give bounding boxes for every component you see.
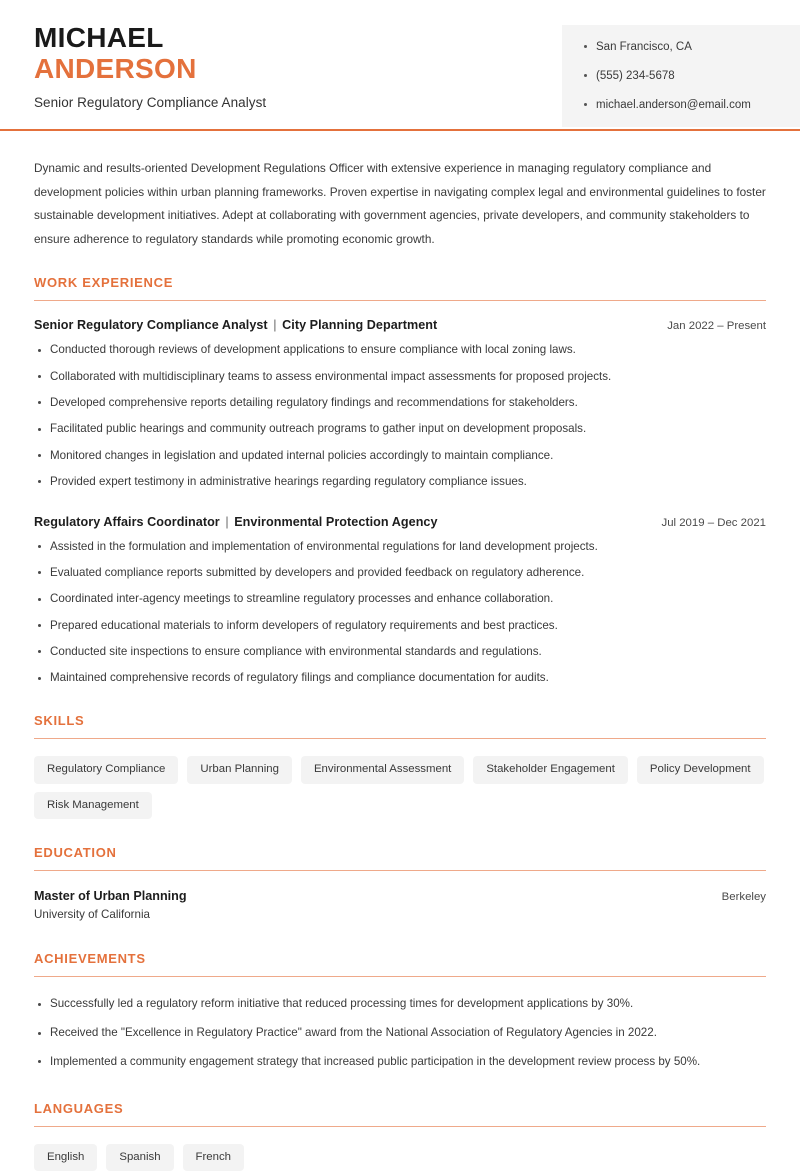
skill-tag: Regulatory Compliance <box>34 756 178 784</box>
section-education <box>34 845 766 921</box>
achievement-item: Implemented a community engagement strategy that increased public participation in the development review process by 50%. <box>34 1054 766 1071</box>
skill-tag: Policy Development <box>637 756 764 784</box>
section-divider <box>34 300 766 301</box>
bullet-item: Facilitated public hearings and community outreach programs to gather input on development proposals. <box>34 421 766 438</box>
contact-phone: (555) 234-5678 <box>584 68 800 84</box>
education-degree: Master of Urban Planning <box>34 889 187 904</box>
contact-info-box <box>562 25 800 127</box>
experience-bullets <box>34 539 766 687</box>
professional-summary: Dynamic and results-oriented Development Regulations Officer with extensive experience in managing regulatory compliance and development policies within urban planning frameworks. Proven expertise in navigating complex legal and environmental guidelines to foster sustainable development initiatives. Adept at collaborating with government agencies, private developers, and community stakeholders to ensure adherence to regulatory standards while promoting economic growth. <box>34 161 766 246</box>
title-separator: | <box>273 318 277 333</box>
languages-tag-list <box>34 1144 766 1171</box>
experience-company: City Planning Department <box>282 318 438 333</box>
skill-tag: Stakeholder Engagement <box>473 756 628 784</box>
contact-location: San Francisco, CA <box>584 39 800 55</box>
bullet-item: Monitored changes in legislation and updated internal policies accordingly to maintain compliance. <box>34 448 766 465</box>
achievements-list <box>34 996 766 1070</box>
resume-body <box>0 157 800 1171</box>
bullet-item: Evaluated compliance reports submitted by developers and provided feedback on regulatory adherence. <box>34 565 766 582</box>
contact-list <box>584 39 800 113</box>
bullet-item: Provided expert testimony in administrative hearings regarding regulatory compliance issues. <box>34 474 766 491</box>
professional-title: Senior Regulatory Compliance Analyst <box>34 94 267 110</box>
skill-tag: Environmental Assessment <box>301 756 464 784</box>
experience-entry-header <box>34 318 766 332</box>
section-skills <box>34 713 766 819</box>
section-divider <box>34 976 766 977</box>
bullet-item: Conducted thorough reviews of development applications to ensure compliance with local zoning laws. <box>34 342 766 359</box>
experience-title-line <box>34 515 438 529</box>
bullet-item: Coordinated inter-agency meetings to streamline regulatory processes and enhance collaboration. <box>34 591 766 608</box>
bullet-item: Developed comprehensive reports detailing regulatory findings and recommendations for stakeholders. <box>34 395 766 412</box>
section-languages <box>34 1101 766 1171</box>
education-main <box>34 889 187 921</box>
experience-bullets <box>34 342 766 490</box>
last-name: ANDERSON <box>34 53 197 85</box>
section-achievements <box>34 951 766 1070</box>
header-identity <box>0 0 562 110</box>
language-tag: Spanish <box>106 1144 173 1171</box>
experience-entry-header <box>34 515 766 529</box>
experience-company: Environmental Protection Agency <box>234 514 438 529</box>
skills-tag-list <box>34 756 766 819</box>
skill-tag: Risk Management <box>34 792 152 820</box>
language-tag: English <box>34 1144 97 1171</box>
bullet-item: Prepared educational materials to inform developers of regulatory requirements and best practices. <box>34 618 766 635</box>
title-separator: | <box>225 514 229 529</box>
section-title-achievements: ACHIEVEMENTS <box>34 951 146 967</box>
language-tag: French <box>183 1144 244 1171</box>
experience-role: Regulatory Affairs Coordinator <box>34 514 220 529</box>
bullet-item: Collaborated with multidisciplinary teams to assess environmental impact assessments for proposed projects. <box>34 369 766 386</box>
experience-date: Jan 2022 – Present <box>667 320 766 333</box>
experience-entry <box>34 318 766 490</box>
education-school: University of California <box>34 908 150 922</box>
bullet-item: Assisted in the formulation and implementation of environmental regulations for land development projects. <box>34 539 766 556</box>
section-title-work-experience: WORK EXPERIENCE <box>34 275 174 291</box>
section-work-experience <box>34 275 766 687</box>
contact-email: michael.anderson@email.com <box>584 97 800 113</box>
section-divider <box>34 1126 766 1127</box>
achievement-item: Received the "Excellence in Regulatory Practice" award from the National Association of Regulatory Agencies in 2022. <box>34 1025 766 1042</box>
section-title-skills: SKILLS <box>34 712 85 728</box>
experience-title-line <box>34 318 437 332</box>
education-entry <box>34 889 766 921</box>
section-title-education: EDUCATION <box>34 845 117 861</box>
section-title-languages: LANGUAGES <box>34 1100 124 1116</box>
section-divider <box>34 870 766 871</box>
experience-date: Jul 2019 – Dec 2021 <box>661 516 766 529</box>
experience-role: Senior Regulatory Compliance Analyst <box>34 318 268 333</box>
skill-tag: Urban Planning <box>187 756 292 784</box>
section-divider <box>34 738 766 739</box>
first-name: MICHAEL <box>34 22 164 53</box>
bullet-item: Conducted site inspections to ensure compliance with environmental standards and regulations. <box>34 644 766 661</box>
experience-entry <box>34 515 766 687</box>
bullet-item: Maintained comprehensive records of regulatory filings and compliance documentation for audits. <box>34 670 766 687</box>
resume-header <box>0 0 800 131</box>
achievement-item: Successfully led a regulatory reform initiative that reduced processing times for development applications by 30%. <box>34 996 766 1013</box>
education-location: Berkeley <box>721 891 766 904</box>
